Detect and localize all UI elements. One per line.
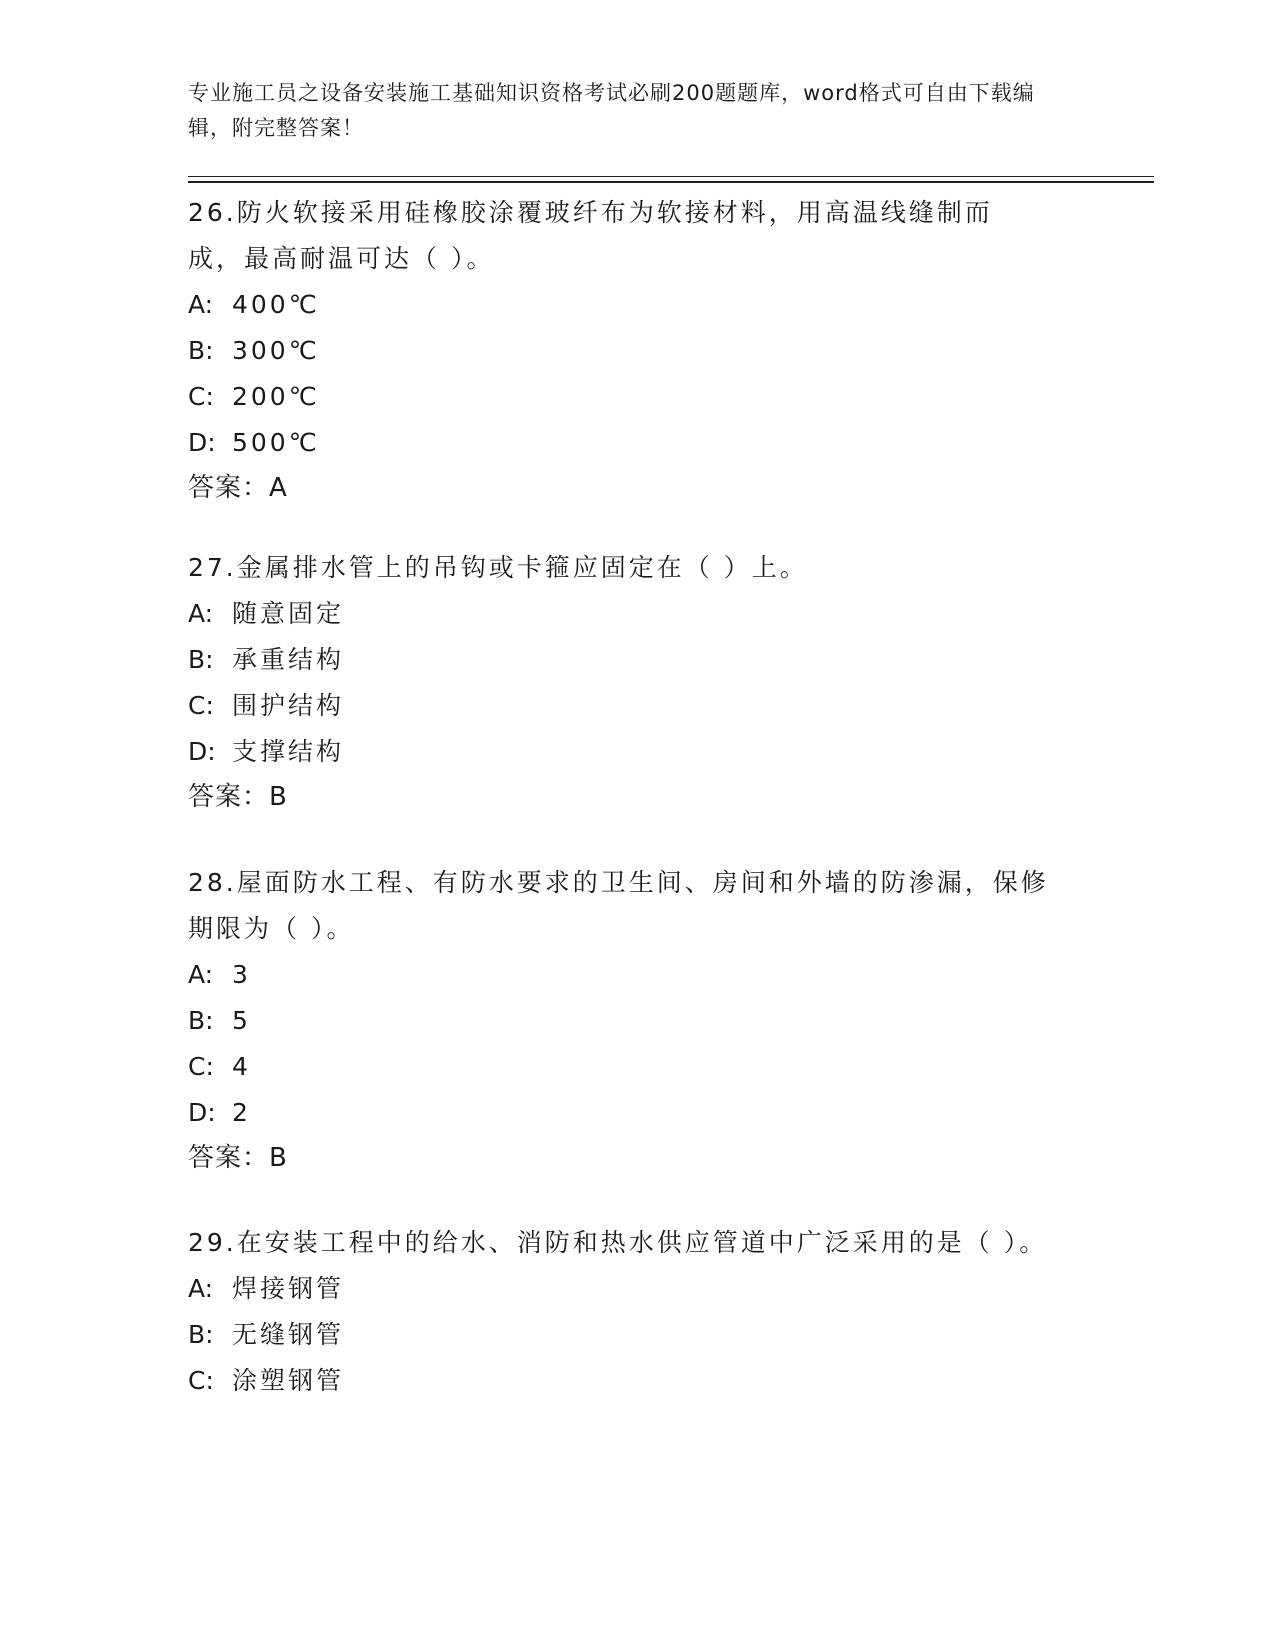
option-b: B: 无缝钢管 xyxy=(188,1320,345,1349)
question-stem: 27.金属排水管上的吊钩或卡箍应固定在（ ）上。 xyxy=(188,553,808,582)
document-header xyxy=(188,76,1068,146)
header-divider-bottom xyxy=(188,181,1154,183)
option-a: A: 400℃ xyxy=(188,290,320,319)
option-d: D: 支撑结构 xyxy=(188,737,345,766)
option-a: A: 焊接钢管 xyxy=(188,1274,345,1303)
header-divider-top xyxy=(188,176,1154,177)
option-c: C: 4 xyxy=(188,1052,251,1081)
question-stem: 28.屋面防水工程、有防水要求的卫生间、房间和外墙的防渗漏，保修期限为（ ）。 xyxy=(188,868,1049,943)
option-a: A: 随意固定 xyxy=(188,599,345,628)
option-c: C: 围护结构 xyxy=(188,691,345,720)
option-d: D: 500℃ xyxy=(188,428,320,457)
answer-value: B xyxy=(269,782,288,812)
answer-value: B xyxy=(269,1143,288,1173)
question-stem: 26.防火软接采用硅橡胶涂覆玻纤布为软接材料，用高温线缝制而成，最高耐温可达（ ）。 xyxy=(188,198,993,273)
option-b: B: 300℃ xyxy=(188,336,320,365)
option-c: C: 涂塑钢管 xyxy=(188,1366,345,1395)
answer-value: A xyxy=(269,473,288,503)
question-26 xyxy=(188,190,1088,510)
question-28 xyxy=(188,860,1088,1180)
question-27 xyxy=(188,545,1088,819)
header-text: 专业施工员之设备安装施工基础知识资格考试必刷200题题库，word格式可自由下载编辑，附完整答案！ xyxy=(188,81,1035,140)
option-b: B: 5 xyxy=(188,1006,251,1035)
option-b: B: 承重结构 xyxy=(188,645,345,674)
option-c: C: 200℃ xyxy=(188,382,320,411)
question-29 xyxy=(188,1220,1088,1404)
question-stem: 29.在安装工程中的给水、消防和热水供应管道中广泛采用的是（ ）。 xyxy=(188,1228,1048,1257)
answer-line: 答案：B xyxy=(188,782,288,812)
answer-line: 答案：A xyxy=(188,473,288,503)
option-a: A: 3 xyxy=(188,960,251,989)
answer-line: 答案：B xyxy=(188,1143,288,1173)
option-d: D: 2 xyxy=(188,1098,251,1127)
